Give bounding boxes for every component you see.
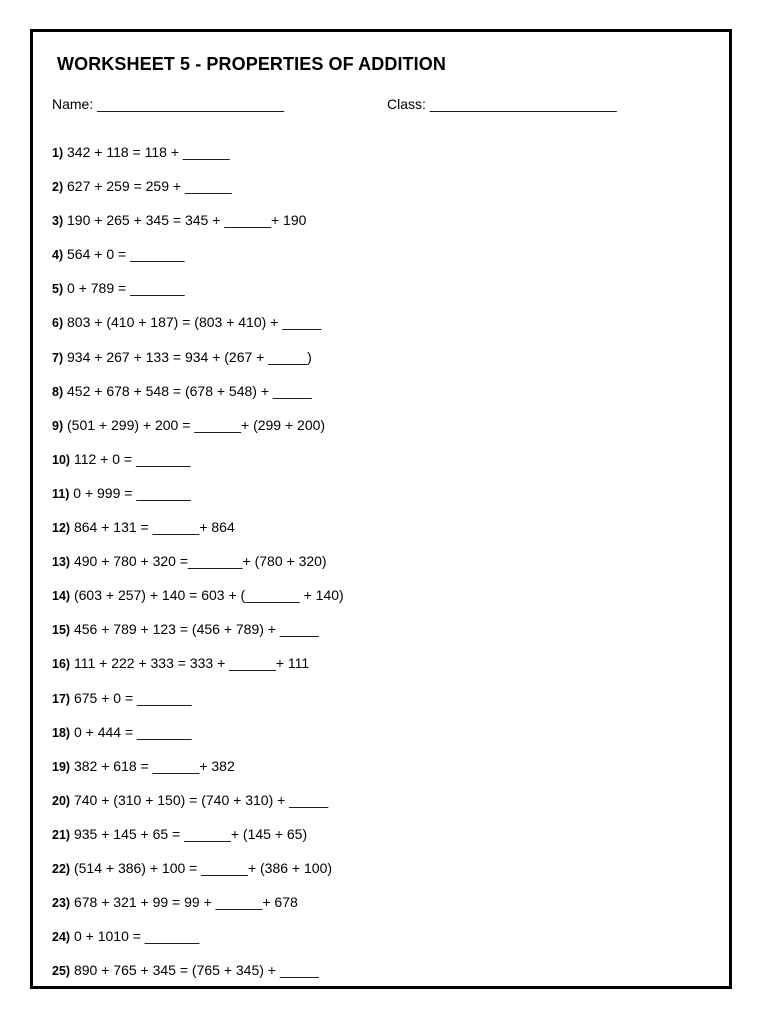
class-field: Class: ________________________ xyxy=(387,96,617,112)
worksheet-title: WORKSHEET 5 - PROPERTIES OF ADDITION xyxy=(57,54,446,74)
question-item xyxy=(52,926,344,960)
question-text: 0 + 789 = _______ xyxy=(67,280,185,297)
question-item xyxy=(52,892,344,926)
question-text: 111 + 222 + 333 = 333 + ______+ 111 xyxy=(73,655,310,672)
question-text: (514 + 386) + 100 = ______+ (386 + 100) xyxy=(73,859,333,876)
question-number: 13) xyxy=(52,555,71,570)
question-number: 15) xyxy=(52,623,71,638)
question-item xyxy=(52,381,344,415)
question-text: 627 + 259 = 259 + ______ xyxy=(67,178,232,195)
question-number: 6) xyxy=(52,316,64,331)
question-item xyxy=(52,449,344,483)
question-text: 934 + 267 + 133 = 934 + (267 + _____) xyxy=(67,348,312,365)
question-item xyxy=(52,585,344,619)
question-number: 25) xyxy=(52,964,71,979)
name-field: Name: ________________________ xyxy=(52,96,284,112)
question-text: 678 + 321 + 99 = 99 + ______+ 678 xyxy=(73,894,298,911)
question-text: 190 + 265 + 345 = 345 + ______+ 190 xyxy=(67,212,307,229)
question-item xyxy=(52,551,344,585)
question-item xyxy=(52,312,344,346)
question-text: 890 + 765 + 345 = (765 + 345) + _____ xyxy=(73,962,319,979)
question-item xyxy=(52,142,344,176)
question-number: 9) xyxy=(52,418,64,433)
question-item xyxy=(52,688,344,722)
question-number: 7) xyxy=(52,350,64,365)
question-item xyxy=(52,278,344,312)
question-item xyxy=(52,176,344,210)
question-item xyxy=(52,483,344,517)
question-item xyxy=(52,517,344,551)
question-item xyxy=(52,244,344,278)
question-number: 16) xyxy=(52,657,71,672)
question-text: 935 + 145 + 65 = ______+ (145 + 65) xyxy=(73,825,308,842)
question-text: 564 + 0 = _______ xyxy=(67,246,185,263)
question-number: 11) xyxy=(52,486,70,501)
question-number: 8) xyxy=(52,384,64,399)
question-number: 22) xyxy=(52,861,71,876)
question-text: 864 + 131 = ______+ 864 xyxy=(73,519,235,536)
question-text: 452 + 678 + 548 = (678 + 548) + _____ xyxy=(67,382,312,399)
question-text: 382 + 618 = ______+ 382 xyxy=(73,757,235,774)
question-number: 23) xyxy=(52,896,71,911)
question-number: 10) xyxy=(52,452,71,467)
question-item xyxy=(52,960,344,994)
question-number: 20) xyxy=(52,793,71,808)
question-text: 456 + 789 + 123 = (456 + 789) + _____ xyxy=(73,621,319,638)
question-number: 5) xyxy=(52,282,64,297)
question-text: 112 + 0 = _______ xyxy=(73,450,191,467)
question-text: 803 + (410 + 187) = (803 + 410) + _____ xyxy=(67,314,322,331)
question-text: 675 + 0 = _______ xyxy=(73,689,192,706)
question-item xyxy=(52,347,344,381)
question-text: 342 + 118 = 118 + ______ xyxy=(67,144,230,160)
question-item xyxy=(52,756,344,790)
question-number: 17) xyxy=(52,691,71,706)
question-text: 0 + 999 = _______ xyxy=(73,484,191,501)
question-number: 24) xyxy=(52,930,71,945)
question-item xyxy=(52,619,344,653)
question-number: 12) xyxy=(52,521,71,536)
question-number: 19) xyxy=(52,759,71,774)
question-item xyxy=(52,210,344,244)
question-text: 0 + 444 = _______ xyxy=(73,723,192,740)
question-number: 2) xyxy=(52,180,64,195)
question-number: 4) xyxy=(52,248,64,263)
question-item xyxy=(52,790,344,824)
question-number: 14) xyxy=(52,589,71,604)
question-text: 740 + (310 + 150) = (740 + 310) + _____ xyxy=(73,791,329,808)
question-text: (603 + 257) + 140 = 603 + (_______ + 140) xyxy=(73,587,344,604)
question-text: 0 + 1010 = _______ xyxy=(73,928,200,945)
question-item xyxy=(52,653,344,687)
question-list xyxy=(52,142,344,994)
question-number: 3) xyxy=(52,214,64,229)
question-number: 18) xyxy=(52,725,71,740)
question-number: 21) xyxy=(52,827,71,842)
question-item xyxy=(52,722,344,756)
question-item xyxy=(52,824,344,858)
question-item xyxy=(52,858,344,892)
question-number: 1) xyxy=(52,146,64,160)
question-item xyxy=(52,415,344,449)
question-text: (501 + 299) + 200 = ______+ (299 + 200) xyxy=(67,416,326,433)
question-text: 490 + 780 + 320 =_______+ (780 + 320) xyxy=(73,553,327,570)
